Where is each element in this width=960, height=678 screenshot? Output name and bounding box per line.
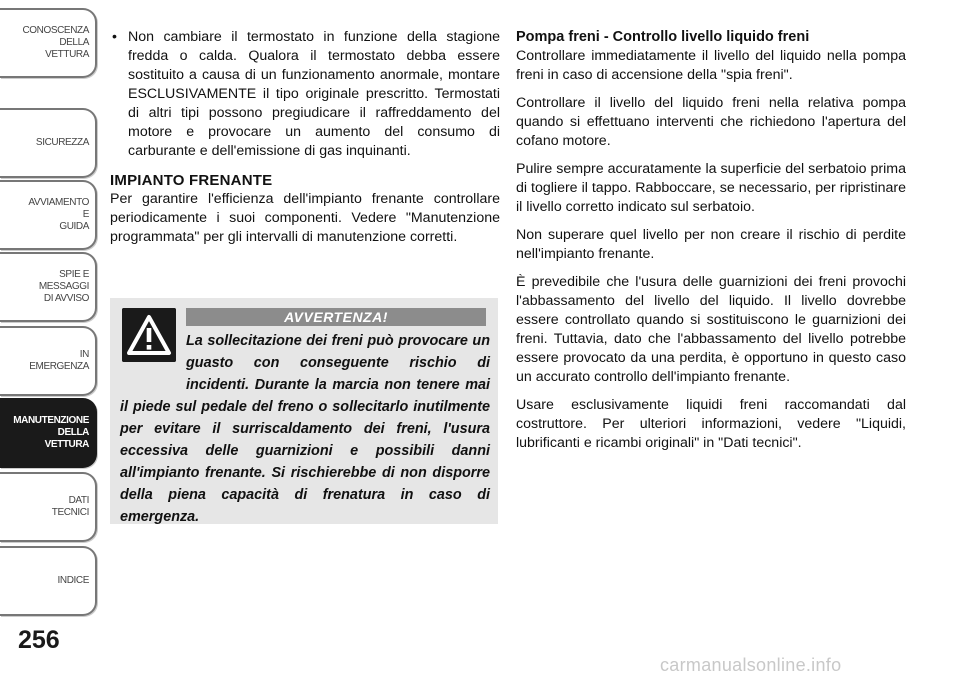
tab-sicurezza[interactable] — [0, 108, 97, 178]
chapter-sidebar — [0, 0, 100, 678]
tab-label: DATI TECNICI — [51, 495, 89, 518]
tab-label: MANUTENZIONE DELLA VETTURA — [13, 415, 89, 450]
bullet-text: Non cambiare il termostato in funzione della stagione fredda o calda. Qualora il termostato debba essere sostituito a causa di un funzionamento anormale, montare ESCLUSIVAMENTE il tipo originale prescritto. Termostati di altri tipi possono pregiudicare il raffreddamento del motore e provocare un aumento del consumo di carburante e dell'emissione di gas inquinanti. — [128, 29, 500, 159]
paragraph: È prevedibile che l'usura delle guarnizioni dei freni provochi l'abbassamento del livello del liquido. Il livello dovrebbe essere controllato quando si sostituiscono le guarnizioni dei freni. Tuttavia, dato che l'abbassamento del livello potrebbe essere provocato da una perdita, è opportuno in questo caso un accurato controllo dell'impianto frenante. — [516, 274, 906, 385]
tab-label: INDICE — [57, 575, 89, 586]
right-column — [516, 28, 906, 453]
tab-in-emergenza[interactable] — [0, 326, 97, 396]
paragraph: Controllare immediatamente il livello del liquido nella pompa freni in caso di accensione della "spia freni". — [516, 48, 906, 83]
tab-spie-messaggi[interactable] — [0, 252, 97, 322]
tab-label: IN EMERGENZA — [29, 349, 89, 372]
icon-float-spacer — [120, 330, 186, 396]
bullet-item — [110, 28, 500, 161]
tab-label: SICUREZZA — [35, 137, 89, 148]
paragraph: Pulire sempre accuratamente la superficie del serbatoio prima di togliere il tappo. Rabboccare, se necessario, per ripristinare il livello corretto indicato sul serbatoio. — [516, 161, 906, 215]
page-number: 256 — [18, 626, 60, 654]
tab-dati-tecnici[interactable] — [0, 472, 97, 542]
warning-text-block — [120, 330, 490, 528]
warning-box — [110, 298, 498, 524]
tab-label: SPIE E MESSAGGI DI AVVISO — [38, 269, 89, 304]
bullet-dot-icon: • — [112, 29, 117, 45]
left-column — [110, 28, 500, 247]
paragraph: Controllare il livello del liquido freni nella relativa pompa quando si effettuano interventi che richiedono l'apertura del cofano motore. — [516, 95, 906, 149]
tab-conoscenza-vettura[interactable] — [0, 8, 97, 78]
section-text: Per garantire l'efficienza dell'impianto frenante controllare periodicamente i suoi componenti. Vedere "Manutenzione programmata" per gli intervalli di manutenzione corretti. — [110, 191, 500, 245]
tab-indice[interactable] — [0, 546, 97, 616]
watermark: carmanualsonline.info — [660, 655, 842, 675]
warning-title: AVVERTENZA! — [186, 308, 486, 326]
paragraph: Usare esclusivamente liquidi freni raccomandati dal costruttore. Per ulteriori informazioni, vedere "Liquidi, lubrificanti e ricambi originali" in "Dati tecnici". — [516, 397, 906, 451]
tab-avviamento-guida[interactable] — [0, 180, 97, 250]
paragraph: Non superare quel livello per non creare il rischio di perdite nell'impianto frenante. — [516, 227, 906, 262]
warning-text: La sollecitazione dei freni può provocare un guasto con conseguente rischio di incidenti. Durante la marcia non tenere mai il piede sul pedale del freno o sollecitarlo inutilmente per evitare il surriscaldamento dei freni, l'usura eccessiva delle guarnizioni e possibili danni all'impianto frenante. Si rischierebbe di non disporre della piena capacità di frenatura in caso di emergenza. — [120, 333, 490, 525]
tab-label: AVVIAMENTO E GUIDA — [28, 197, 89, 232]
tab-label: CONOSCENZA DELLA VETTURA — [22, 25, 89, 60]
tab-manutenzione-vettura[interactable] — [0, 398, 97, 468]
section-title: IMPIANTO FRENANTE — [110, 172, 273, 189]
subsection-title: Pompa freni - Controllo livello liquido freni — [516, 29, 810, 45]
